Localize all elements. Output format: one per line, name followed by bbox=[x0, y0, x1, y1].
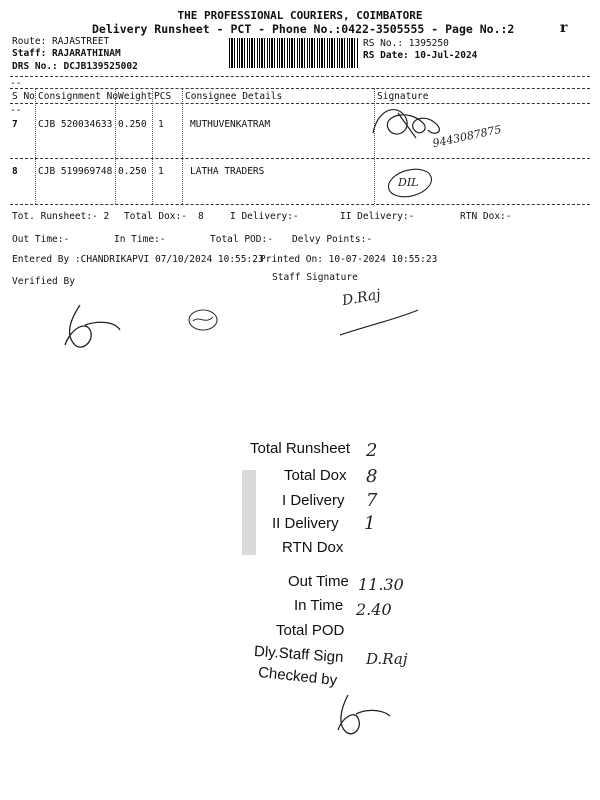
row-2-consignment: CJB 519969748 bbox=[38, 166, 113, 177]
stamp-dly-staff-sign: Dly.Staff Sign bbox=[253, 642, 344, 667]
stamp-out-time-value: 11.30 bbox=[358, 575, 404, 594]
row-1-phone-note: 9443087875 bbox=[431, 122, 503, 151]
stamp-i-delivery-value: 7 bbox=[366, 490, 378, 511]
printed-on: Printed On: 10-07-2024 10:55:23 bbox=[260, 254, 438, 265]
route-label: Route: RAJASTREET bbox=[12, 36, 110, 47]
entered-by: Entered By :CHANDRIKAPVI 07/10/2024 10:55:23 bbox=[12, 254, 264, 265]
staff-signature-stroke bbox=[330, 300, 430, 340]
stamp-in-time: In Time bbox=[294, 597, 344, 614]
out-time: Out Time:- bbox=[12, 234, 70, 245]
total-pod: Total POD:- bbox=[210, 234, 273, 245]
col-signature: Signature bbox=[377, 91, 429, 102]
row-1-consignment: CJB 520034633 bbox=[38, 119, 113, 130]
col-sno: S No bbox=[12, 91, 35, 102]
row-2-consignee: LATHA TRADERS bbox=[190, 166, 265, 177]
delvy-points: Delvy Points:- bbox=[292, 234, 373, 245]
row-2-sno: 8 bbox=[12, 166, 18, 177]
stamp-ii-delivery: II Delivery bbox=[272, 515, 339, 532]
total-dox-label: Total Dox:- bbox=[124, 211, 187, 222]
drs-number: DRS No.: DCJB139525002 bbox=[12, 61, 138, 72]
rs-number: RS No.: 1395250 bbox=[363, 38, 449, 49]
barcode bbox=[229, 38, 359, 68]
company-title: THE PROFESSIONAL COURIERS, COIMBATORE bbox=[177, 9, 423, 22]
stamp-i-delivery: I Delivery bbox=[282, 492, 345, 509]
col-consignment: Consignment No bbox=[38, 91, 119, 102]
staff-signature-label: Staff Signature bbox=[272, 272, 358, 283]
runsheet-title: Delivery Runsheet - PCT - Phone No.:0422-3505555 - Page No.:2 bbox=[92, 22, 515, 36]
row-1-weight: 0.250 bbox=[118, 119, 147, 130]
tot-runsheet: Tot. Runsheet:- 2 bbox=[12, 211, 110, 222]
verified-signature bbox=[55, 300, 125, 355]
stamp-checked-by: Checked by bbox=[257, 663, 338, 690]
stamp-total-runsheet: Total Runsheet bbox=[250, 440, 351, 457]
row-2-sig-note: DIL bbox=[398, 176, 419, 189]
verified-by: Verified By bbox=[12, 276, 75, 287]
checked-by-signature bbox=[328, 690, 398, 740]
stamp-total-runsheet-value: 2 bbox=[366, 440, 378, 461]
col-pcs: PCS bbox=[154, 91, 172, 102]
row-1-pcs: 1 bbox=[158, 119, 164, 130]
total-dox-value: 8 bbox=[198, 211, 204, 222]
staff-signature-hand: D.Raj bbox=[340, 286, 382, 310]
rtn-dox: RTN Dox:- bbox=[460, 211, 512, 222]
corner-mark: r bbox=[560, 20, 568, 36]
stamp-smudge bbox=[230, 470, 270, 560]
col-consignee: Consignee Details bbox=[185, 91, 283, 102]
stamp-total-pod: Total POD bbox=[276, 622, 345, 639]
row-1-sno: 7 bbox=[12, 119, 18, 130]
staff-label: Staff: RAJARATHINAM bbox=[12, 48, 121, 59]
in-time: In Time:- bbox=[114, 234, 166, 245]
stamp-total-dox: Total Dox bbox=[284, 467, 347, 484]
row-1-consignee: MUTHUVENKATRAM bbox=[190, 119, 271, 130]
stamp-ii-delivery-value: 1 bbox=[364, 513, 376, 534]
col-weight: Weight bbox=[118, 91, 153, 102]
rs-date: RS Date: 10-Jul-2024 bbox=[363, 50, 478, 61]
stamp-in-time-value: 2.40 bbox=[356, 600, 392, 619]
verified-initial bbox=[185, 305, 225, 335]
stamp-total-dox-value: 8 bbox=[366, 466, 378, 487]
stamp-rtn-dox: RTN Dox bbox=[282, 539, 344, 556]
ii-delivery: II Delivery:- bbox=[340, 211, 415, 222]
row-2-weight: 0.250 bbox=[118, 166, 147, 177]
row-2-pcs: 1 bbox=[158, 166, 164, 177]
stamp-dly-staff-sign-value: D.Raj bbox=[366, 650, 408, 668]
i-delivery: I Delivery:- bbox=[230, 211, 299, 222]
stamp-out-time: Out Time bbox=[288, 573, 349, 590]
